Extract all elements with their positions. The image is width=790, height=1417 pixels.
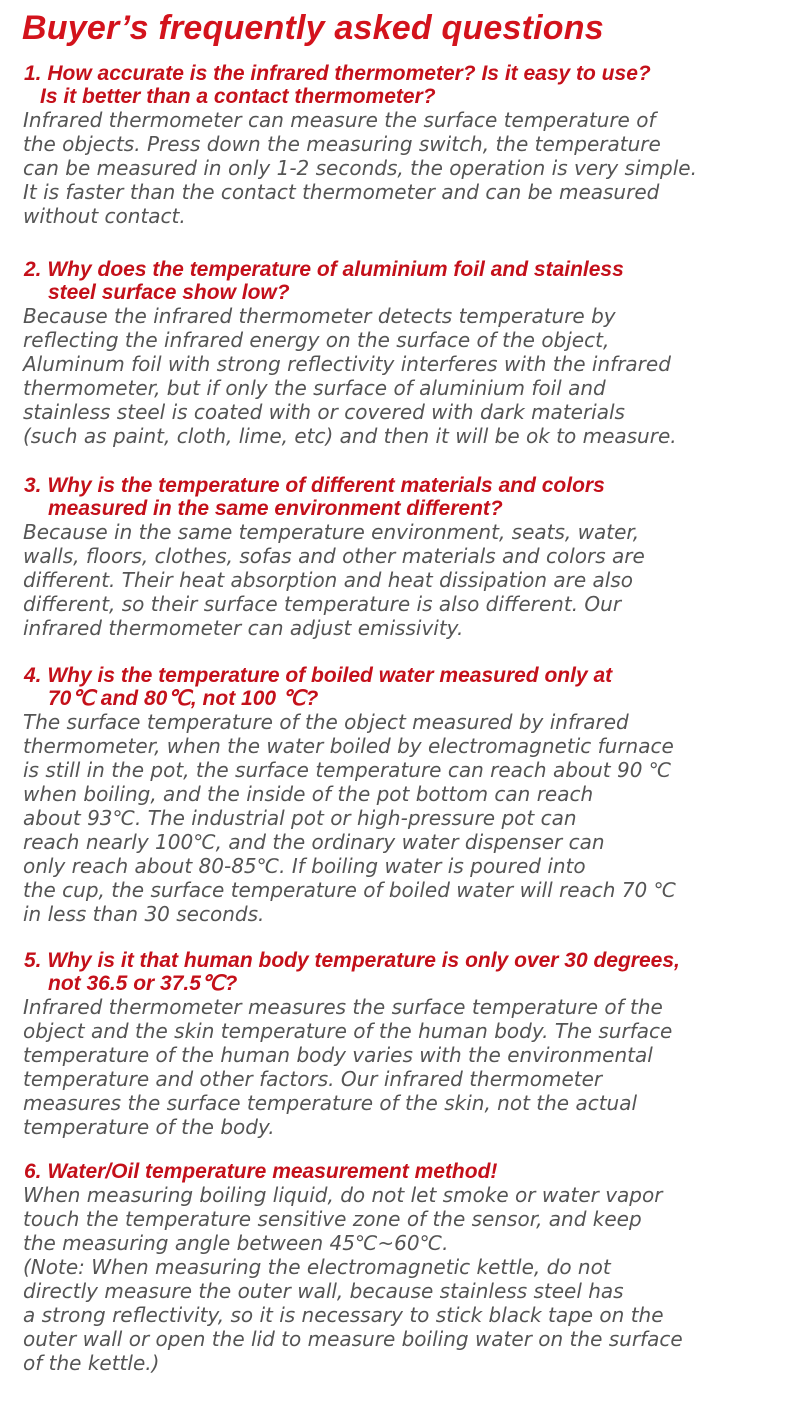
faq-item-4 [0, 664, 790, 926]
faq-question [0, 949, 790, 995]
faq-item-6 [0, 1160, 790, 1375]
answer-line: about 93℃. The industrial pot or high-pressure pot can [23, 806, 577, 830]
question-line: 6. Water/Oil temperature measurement method! [24, 1160, 498, 1183]
faq-question [0, 258, 790, 304]
answer-line: is still in the pot, the surface temperature can reach about 90 ℃ [23, 758, 672, 782]
answer-line: thermometer, but if only the surface of aluminium foil and [23, 376, 606, 400]
faq-question [0, 1160, 790, 1183]
question-line: 2. Why does the temperature of aluminium foil and stainless [24, 258, 624, 281]
question-line: 3. Why is the temperature of different materials and colors [24, 474, 605, 497]
faq-item-1 [0, 62, 790, 228]
answer-line: Because the infrared thermometer detects temperature by [23, 304, 616, 328]
answer-line: outer wall or open the lid to measure boiling water on the surface [23, 1327, 683, 1351]
answer-line: different. Their heat absorption and heat dissipation are also [23, 568, 634, 592]
faq-question [0, 664, 790, 710]
question-line: Is it better than a contact thermometer? [40, 85, 436, 108]
faq-question [0, 62, 790, 108]
answer-line: temperature of the human body varies with the environmental [23, 1043, 653, 1067]
question-line: 4. Why is the temperature of boiled water measured only at [24, 664, 613, 687]
question-line: 70℃ and 80℃, not 100 ℃? [48, 687, 319, 710]
answer-line: different, so their surface temperature is also different. Our [23, 592, 622, 616]
answer-line: Infrared thermometer can measure the surface temperature of [23, 108, 656, 132]
answer-line: measures the surface temperature of the skin, not the actual [23, 1091, 638, 1115]
question-line: steel surface show low? [48, 281, 290, 304]
answer-line: The surface temperature of the object measured by infrared [23, 710, 629, 734]
answer-line: only reach about 80-85℃. If boiling water is poured into [23, 854, 586, 878]
faq-question [0, 474, 790, 520]
answer-line: (Note: When measuring the electromagnetic kettle, do not [23, 1255, 611, 1279]
faq-answer [0, 520, 790, 640]
answer-line: a strong reflectivity, so it is necessary to stick black tape on the [23, 1303, 664, 1327]
answer-line: temperature and other factors. Our infrared thermometer [23, 1067, 603, 1091]
question-line: measured in the same environment different? [48, 497, 503, 520]
answer-line: (such as paint, cloth, lime, etc) and then it will be ok to measure. [23, 424, 677, 448]
answer-line: walls, floors, clothes, sofas and other materials and colors are [23, 544, 645, 568]
faq-answer [0, 108, 790, 228]
answer-line: of the kettle.) [23, 1351, 160, 1375]
faq-item-2 [0, 258, 790, 448]
faq-answer [0, 710, 790, 926]
answer-line: It is faster than the contact thermometer and can be measured [23, 180, 660, 204]
answer-line: When measuring boiling liquid, do not let smoke or water vapor [23, 1183, 663, 1207]
question-line: not 36.5 or 37.5℃? [48, 972, 238, 995]
faq-answer [0, 304, 790, 448]
faq-item-3 [0, 474, 790, 640]
answer-line: reflecting the infrared energy on the surface of the object, [23, 328, 610, 352]
answer-line: object and the skin temperature of the human body. The surface [23, 1019, 673, 1043]
answer-line: Aluminum foil with strong reflectivity interferes with the infrared [23, 352, 671, 376]
answer-line: when boiling, and the inside of the pot bottom can reach [23, 782, 594, 806]
faq-answer [0, 995, 790, 1139]
answer-line: the cup, the surface temperature of boiled water will reach 70 ℃ [23, 878, 677, 902]
answer-line: touch the temperature sensitive zone of the sensor, and keep [23, 1207, 642, 1231]
faq-item-5 [0, 949, 790, 1139]
answer-line: directly measure the outer wall, because stainless steel has [23, 1279, 624, 1303]
answer-line: infrared thermometer can adjust emissivity. [23, 616, 464, 640]
answer-line: without contact. [23, 204, 186, 228]
question-line: 5. Why is it that human body temperature is only over 30 degrees, [24, 949, 680, 972]
answer-line: stainless steel is coated with or covered with dark materials [23, 400, 625, 424]
answer-line: Because in the same temperature environment, seats, water, [23, 520, 640, 544]
answer-line: temperature of the body. [23, 1115, 275, 1139]
answer-line: can be measured in only 1-2 seconds, the operation is very simple. [23, 156, 697, 180]
answer-line: the objects. Press down the measuring switch, the temperature [23, 132, 661, 156]
answer-line: the measuring angle between 45℃~60℃. [23, 1231, 449, 1255]
faq-answer [0, 1183, 790, 1375]
answer-line: reach nearly 100℃, and the ordinary water dispenser can [23, 830, 605, 854]
answer-line: in less than 30 seconds. [23, 902, 265, 926]
question-line: 1. How accurate is the infrared thermometer? Is it easy to use? [24, 62, 651, 85]
answer-line: Infrared thermometer measures the surface temperature of the [23, 995, 663, 1019]
page-title: Buyer’s frequently asked questions [22, 9, 604, 47]
answer-line: thermometer, when the water boiled by electromagnetic furnace [23, 734, 674, 758]
